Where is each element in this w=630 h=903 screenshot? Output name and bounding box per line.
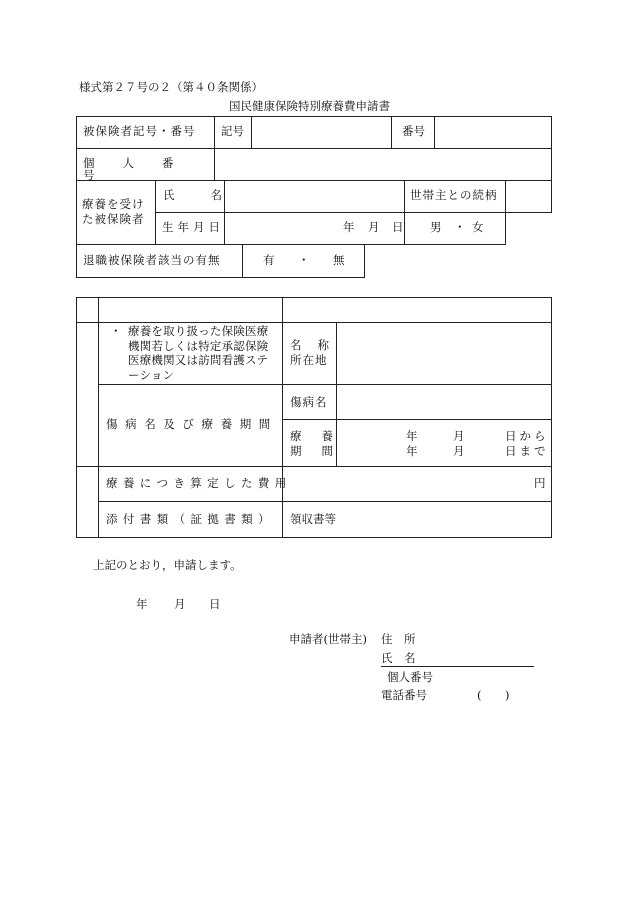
birth-date-label: 生年月日 [162,220,224,234]
retired-question-label: 退職被保険者該当の有無 [83,253,221,267]
applicant-label: 申請者(世帯主) [289,632,367,646]
yen-unit: 円 [534,476,546,490]
period-label-2: 期間 [290,444,353,458]
relation-field[interactable] [506,181,551,212]
sex-male[interactable]: 男 [430,220,442,234]
institution-line-3: 医療機関又は訪問看護ステ [128,353,269,367]
period-to-year: 年 [406,444,418,458]
disease-name-label: 傷病名 [290,395,328,409]
recipient-label-line2: た被保険者 [82,211,145,226]
birth-day-label: 日 [392,220,404,234]
institution-bullet: ・ [110,324,122,338]
period-to-day: 日まで [505,444,549,458]
form-number: 様式第２７号の２（第４０条関係） [79,80,263,94]
sex-female[interactable]: 女 [472,220,484,234]
institution-line-4: ーション [128,367,175,382]
phone-paren-open: ( [477,688,482,702]
address-label: 住 所 [381,632,416,646]
period-from-month: 月 [453,429,465,443]
period-from-day: 日から [505,429,549,443]
retired-no[interactable]: 無 [333,253,345,267]
period-label-1: 療養 [290,429,353,443]
form-title: 国民健康保険特別療養費申請書 [229,99,390,113]
institution-label [128,324,268,382]
individual-number-text: 個人番号 [83,156,202,182]
relation-label: 世帯主との続柄 [410,188,498,202]
date-day: 日 [209,597,221,611]
sex-separator: ・ [454,220,466,234]
applicant-name-field[interactable] [420,648,534,665]
birth-month-label: 月 [368,220,380,234]
phone-paren-close: ) [505,688,510,702]
attachments-label: 添付書類（証拠書類） [106,512,275,526]
individual-number-field[interactable] [215,149,551,180]
recipient-label [82,197,145,226]
retired-yes[interactable]: 有 [263,253,275,267]
birth-year-label: 年 [343,220,355,234]
number-label: 番号 [402,124,425,138]
phone-label: 電話番号 [381,688,427,702]
symbol-label: 記号 [221,124,244,138]
recipient-label-line1: 療養を受け [82,197,145,211]
name-label-footer: 氏 名 [381,651,416,665]
number-field[interactable] [435,117,551,148]
name-underline [381,666,534,667]
cost-label: 療養につき算定した費用 [106,476,292,490]
insured-symbol-number-label: 被保険者記号・番号 [83,124,196,138]
period-from-year: 年 [406,429,418,443]
disease-and-period-label: 傷病名及び療養期間 [106,417,278,431]
cost-field[interactable] [283,467,551,501]
symbol-field[interactable] [252,117,391,148]
individual-number-label [83,158,207,181]
retired-separator: ・ [298,253,310,267]
name-field[interactable] [225,181,404,212]
institution-name-label: 名称 [290,338,345,352]
individual-number-footer-label: 個人番号 [387,670,433,684]
institution-line-1: 療養を取り扱った保険医療 [128,324,269,338]
name-label: 氏名 [163,188,258,202]
date-month: 月 [174,597,186,611]
institution-address-label: 所在地 [290,353,328,367]
date-year: 年 [136,597,148,611]
institution-line-2: 機関若しくは特定承認保険 [128,338,269,353]
period-to-month: 月 [453,444,465,458]
institution-name-address-field[interactable] [337,323,551,384]
attachments-value: 領収書等 [290,512,336,526]
application-statement: 上記のとおり，申請します。 [93,558,242,572]
disease-name-field[interactable] [337,385,551,419]
